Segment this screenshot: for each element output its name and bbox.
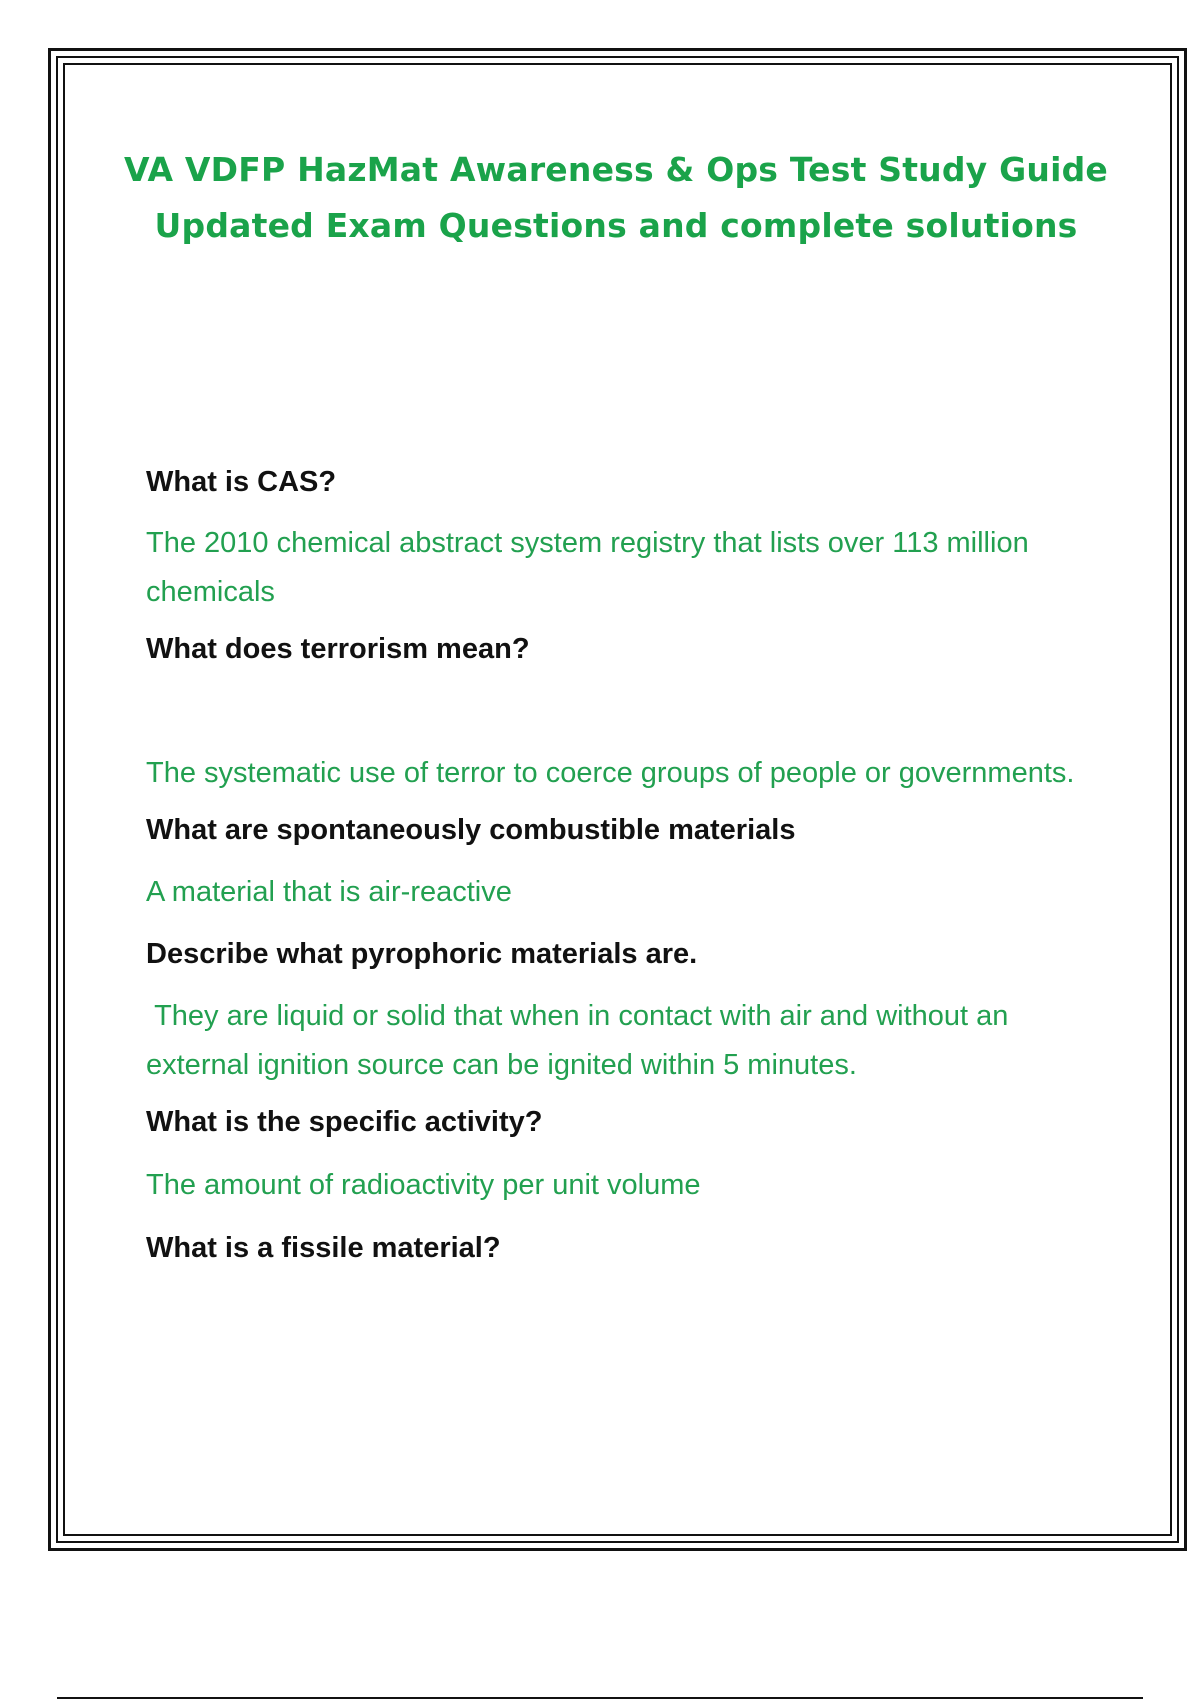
question-4: Describe what pyrophoric materials are.: [146, 938, 698, 970]
answer-5: The amount of radioactivity per unit volume: [146, 1169, 701, 1201]
question-1: What is CAS?: [146, 466, 337, 498]
question-3: What are spontaneously combustible materials: [146, 814, 796, 846]
document-title: VA VDFP HazMat Awareness & Ops Test Study Guide Updated Exam Questions and complete solutions: [124, 150, 1108, 245]
answer-3: A material that is air-reactive: [146, 876, 512, 908]
footer-divider: [57, 1697, 1143, 1699]
answer-2: The systematic use of terror to coerce groups of people or governments.: [146, 757, 1075, 789]
question-2: What does terrorism mean?: [146, 633, 530, 665]
qa-list: [146, 462, 1076, 1268]
question-6: What is a fissile material?: [146, 1232, 501, 1264]
question-5: What is the specific activity?: [146, 1106, 543, 1138]
answer-4: They are liquid or solid that when in contact with air and without an external ignition source can be ignited within 5 minutes.: [146, 1000, 1017, 1081]
answer-1: The 2010 chemical abstract system registry that lists over 113 million chemicals: [146, 527, 1029, 608]
